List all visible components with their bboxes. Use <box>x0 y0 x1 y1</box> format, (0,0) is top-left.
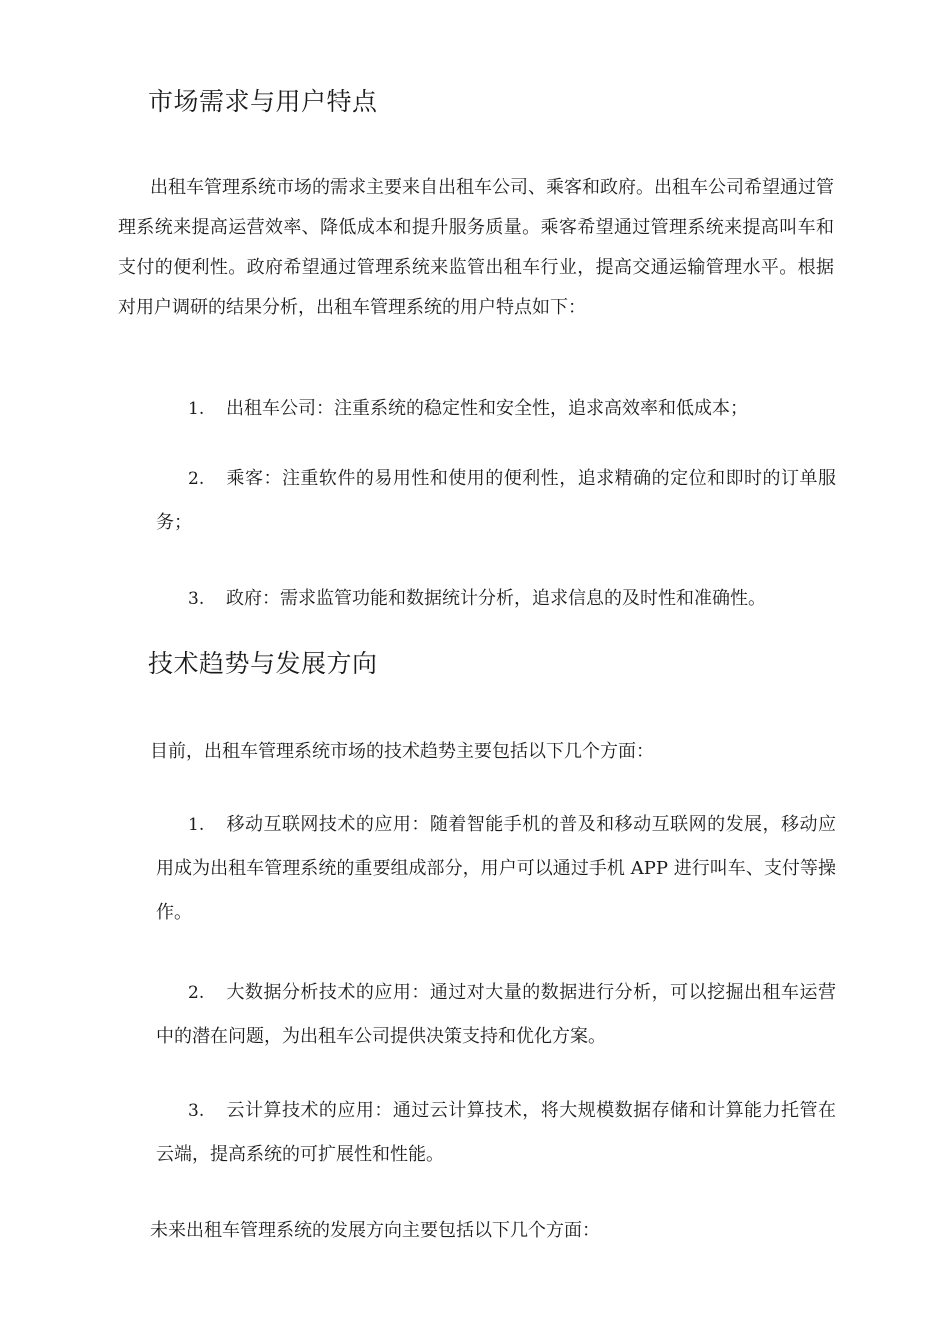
list-item <box>156 1089 836 1177</box>
list-number: 1. <box>188 815 205 835</box>
list-item-text: 大数据分析技术的应用：通过对大量的数据进行分析，可以挖掘出租车运营中的潜在问题，为出租车公司提供决策支持和优化方案。 <box>156 982 836 1047</box>
list-item-text: 移动互联网技术的应用：随着智能手机的普及和移动互联网的发展，移动应用成为出租车管理系统的重要组成部分，用户可以通过手机 APP 进行叫车、支付等操作。 <box>156 814 836 923</box>
list-item <box>156 803 836 935</box>
list-item <box>156 971 836 1059</box>
section-heading-tech: 技术趋势与发展方向 <box>148 649 378 678</box>
list-number: 3. <box>188 589 205 609</box>
list-number: 3. <box>188 1101 205 1121</box>
list-item <box>156 577 836 621</box>
list-item-text: 政府：需求监管功能和数据统计分析，追求信息的及时性和准确性。 <box>226 588 766 609</box>
list-number: 2. <box>188 469 205 489</box>
future-intro-paragraph: 未来出租车管理系统的发展方向主要包括以下几个方面： <box>150 1220 600 1241</box>
list-number: 2. <box>188 983 205 1003</box>
list-item <box>156 387 836 431</box>
list-item-text: 出租车公司：注重系统的稳定性和安全性，追求高效率和低成本； <box>226 398 748 419</box>
market-intro-paragraph: 出租车管理系统市场的需求主要来自出租车公司、乘客和政府。出租车公司希望通过管理系统来提高运营效率、降低成本和提升服务质量。乘客希望通过管理系统来提高叫车和支付的便利性。政府希望通过管理系统来监管出租车行业，提高交通运输管理水平。根据对用户调研的结果分析，出租车管理系统的用户特点如下： <box>118 177 834 318</box>
list-item <box>156 457 836 545</box>
list-number: 1. <box>188 399 205 419</box>
list-item-text: 云计算技术的应用：通过云计算技术，将大规模数据存储和计算能力托管在云端，提高系统的可扩展性和性能。 <box>156 1100 836 1165</box>
tech-intro-paragraph: 目前，出租车管理系统市场的技术趋势主要包括以下几个方面： <box>150 741 654 762</box>
section-heading-market: 市场需求与用户特点 <box>148 87 378 116</box>
list-item-text: 乘客：注重软件的易用性和使用的便利性，追求精确的定位和即时的订单服务； <box>156 468 836 533</box>
